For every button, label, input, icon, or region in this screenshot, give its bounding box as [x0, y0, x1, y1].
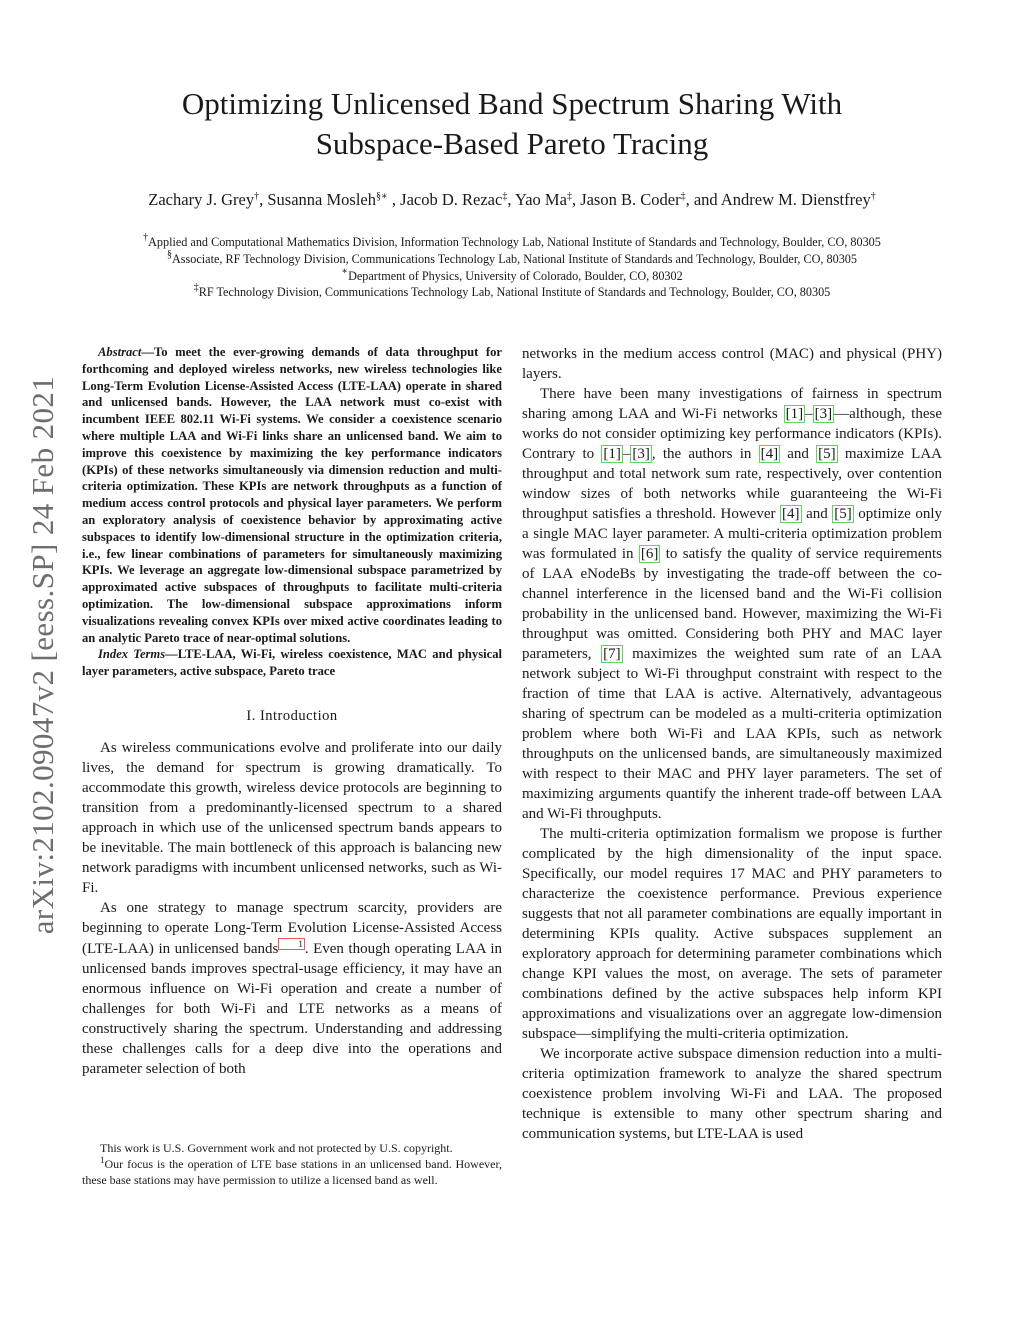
author-name: Susanna Mosleh: [267, 190, 376, 209]
title-line-2: Subspace-Based Pareto Tracing: [315, 126, 709, 161]
author-mark: ‡: [502, 191, 508, 202]
author-separator: ,: [259, 190, 268, 209]
body-paragraph: The multi-criteria optimization formalism we propose is further complicated by the high dimensionality of the input space. Specifically, our model requires 17 MAC and PHY parameters to characterize the coexistence performance. Previous experience suggests that not all parameter combinations are equally important in determining KPIs quality. Active subspaces supplement an exploratory approach for determining parameter combinations which change KPI values the most, on average. The sets of parameter combinations defined by the active subspaces help inform KPI approximations and visualizations over an aggregate low-dimension subspace—simplifying the multi-criteria optimization.: [522, 826, 942, 1042]
body-paragraph: As wireless communications evolve and proliferate into our daily lives, the demand for spectrum is growing dramatically. To accommodate this growth, wireless device protocols are beginning to transition from a predominantly-licensed spectrum to a shared approach in which use of the unlicensed spectrum bands appears to be inevitable. The main bottleneck of this approach is balancing new network paradigms with incumbent unlicensed networks, such as Wi-Fi.: [82, 739, 502, 896]
affiliation-mark: ‡: [193, 282, 199, 294]
footnotes: [82, 1140, 502, 1188]
affiliation-line: [60, 248, 964, 268]
affiliation-line: [60, 284, 964, 301]
paragraph-text: maximize LAA throughput and total network sum rate, respectively, over contention window sizes of both networks while guaranteeing the Wi-Fi throughput satisfies a threshold. However: [522, 446, 942, 522]
paragraph-text: —although, these works do not consider optimizing key performance indicators (KPIs). Contrary to: [522, 406, 942, 462]
index-terms-paragraph: Index Terms—LTE-LAA, Wi-Fi, wireless coexistence, MAC and physical layer parameters, active subspace, Pareto trace: [82, 647, 502, 679]
affiliation-text: Department of Physics, University of Colorado, Boulder, CO, 80302: [348, 268, 683, 283]
body-paragraph: We incorporate active subspace dimension reduction into a multi-criteria optimization framework to analyze the shared spectrum coexistence problem involving Wi-Fi and LAA. The proposed technique is extensible to many other spectrum sharing and communication systems, but LTE-LAA is used: [522, 1046, 942, 1142]
affiliation-mark: §: [166, 248, 172, 260]
citation-link[interactable]: [4]: [760, 446, 779, 462]
affiliation-line: [60, 234, 964, 251]
author-name: Yao Ma: [514, 190, 567, 209]
author-mark: †: [870, 191, 876, 202]
section-heading-introduction: I. Introduction: [246, 707, 338, 724]
author-list: [60, 189, 964, 211]
citation-link[interactable]: [5]: [818, 446, 836, 462]
paragraph-text: and: [801, 506, 833, 522]
abstract-label: Abstract: [98, 345, 142, 359]
author-separator: , and: [685, 190, 721, 209]
paper-title: [100, 84, 924, 164]
paragraph-text: optimize only a single MAC layer parameter. A multi-criteria optimization problem was formulated in: [522, 506, 942, 562]
author-name: Zachary J. Grey: [148, 190, 255, 209]
footnote-mark: 1: [100, 1155, 105, 1165]
affiliation-list: [60, 234, 964, 301]
footnote-text: Our focus is the operation of LTE base stations in an unlicensed band. However, these base stations may have permission to utilize a licensed band as well.: [82, 1157, 502, 1187]
paragraph-text: maximizes the weighted sum rate of an LAA network subject to Wi-Fi throughput constraint with respect to the fraction of time that LAA is active. Alternatively, advantageous sharing of spectrum can be modeled as a multi-criteria optimization problem where both Wi-Fi and LAA KPIs, such as network throughputs on the unlicensed bands, are simultaneously maximized with respect to their MAC and PHY layer parameters. The set of maximizing arguments quantify the inherent trade-off between LAA and Wi-Fi throughputs.: [522, 646, 942, 822]
paragraph-text: As one strategy to manage spectrum scarcity, providers are beginning to operate Long-Term Evolution License-Assisted Access (LTE-LAA) in unlicensed bands: [82, 899, 502, 957]
citation-link[interactable]: [1]: [785, 406, 804, 422]
right-column: [522, 344, 942, 1144]
title-line-1: Optimizing Unlicensed Band Spectrum Sharing With: [181, 86, 843, 121]
footnote-1: [82, 1156, 502, 1188]
author-mark: ‡: [566, 191, 572, 202]
index-terms-label: Index Terms: [98, 647, 166, 662]
paragraph-text: to satisfy the quality of service requirements of LAA eNodeBs by investigating the trade-off between the co-channel interference in the licensed band and the Wi-Fi collision probability in the unlicensed band. However, maximizing the Wi-Fi throughput was omitted. Considering both PHY and MAC layer parameters,: [522, 546, 942, 662]
paragraph-text: and: [780, 446, 817, 462]
index-terms-text: LTE-LAA, Wi-Fi, wireless coexistence, MAC and physical layer parameters, active subspace, Pareto trace: [82, 647, 502, 679]
abstract-paragraph: Abstract—To meet the ever-growing demands of data throughput for forthcoming and deployed wireless networks, new wireless technologies like Long-Term Evolution License-Assisted Access (LTE-LAA) operate in shared and unlicensed bands. However, the LAA network must co-exist with incumbent IEEE 802.11 Wi-Fi systems. We consider a coexistence scenario where multiple LAA and Wi-Fi links share an unlicensed band. We aim to improve this coexistence by maximizing the key performance indicators (KPIs) of these networks simultaneously via dimension reduction and multi-criteria optimization. These KPIs are network throughputs as a function of medium access control protocols and physical layer parameters. We perform an exploratory analysis of coexistence behavior by approximating active subspaces to identify low-dimensional structure in the optimization criteria, i.e., few linear combinations of parameters for simultaneously maximizing KPIs. We leverage an aggregate low-dimensional subspace parametrized by approximated active subspaces of throughputs to facilitate multi-criteria optimization. The low-dimensional subspace approximations inform visualizations revealing convex KPIs over mixed active coordinates leading to an analytic Pareto trace of near-optimal solutions.: [82, 345, 502, 645]
affiliation-text: Associate, RF Technology Division, Communications Technology Lab, National Institute of Standards and Technology, Boulder, CO, 80305: [171, 251, 857, 266]
paragraph-text: . Even though operating LAA in unlicensed bands improves spectral-usage efficiency, it may have an enormous influence on Wi-Fi operation and create a number of challenges for both Wi-Fi and LTE networks as a means of constructively sharing the spectrum. Understanding and addressing these challenges calls for a deep dive into the operations and parameter selection of both: [82, 940, 502, 1077]
paragraph-text: –: [805, 406, 813, 422]
author-mark: ‡: [680, 191, 686, 202]
citation-link[interactable]: [3]: [814, 406, 833, 422]
affiliation-text: RF Technology Division, Communications Technology Lab, National Institute of Standards and Technology, Boulder, CO, 80305: [198, 285, 831, 300]
citation-link[interactable]: [6]: [640, 546, 659, 562]
author-separator: ,: [571, 190, 581, 209]
author-separator: ,: [507, 190, 515, 209]
author-name: Jacob D. Rezac: [400, 190, 503, 209]
abstract-text: To meet the ever-growing demands of data throughput for forthcoming and deployed wireless networks, new wireless technologies like Long-Term Evolution License-Assisted Access (LTE-LAA) operate in shared and unlicensed bands. However, the LAA network must co-exist with incumbent IEEE 802.11 Wi-Fi systems. We consider a coexistence scenario where multiple LAA and Wi-Fi links share an unlicensed band. We aim to improve this coexistence by maximizing the key performance indicators (KPIs) of these networks simultaneously via dimension reduction and multi-criteria optimization. These KPIs are network throughputs as a function of medium access control protocols and physical layer parameters. We perform an exploratory analysis of coexistence behavior by approximating active subspaces to identify low-dimensional structure in the optimization criteria, i.e., few linear combinations of parameters for simultaneously maximizing KPIs. We leverage an aggregate low-dimensional subspace parametrized by approximated active subspaces of throughputs to facilitate multi-criteria optimization. The low-dimensional subspace approximations inform visualizations revealing convex KPIs over mixed active coordinates leading to an analytic Pareto trace of near-optimal solutions.: [82, 345, 502, 645]
arxiv-identifier-stamp: [18, 350, 68, 960]
arxiv-stamp-text: arXiv:2102.09047v2 [eess.SP] 24 Feb 2021: [25, 375, 60, 935]
author-mark: §∗: [375, 191, 388, 202]
body-paragraph: networks in the medium access control (MAC) and physical (PHY) layers.: [522, 346, 942, 382]
citation-link[interactable]: [5]: [834, 506, 852, 522]
citation-link[interactable]: [4]: [782, 506, 800, 522]
citation-link[interactable]: [3]: [632, 446, 650, 462]
affiliation-mark: ∗: [341, 265, 349, 277]
left-column: [82, 344, 502, 1079]
affiliation-mark: †: [143, 232, 149, 243]
author-name: Jason B. Coder: [580, 190, 681, 209]
citation-link[interactable]: [7]: [603, 646, 621, 662]
citation-link[interactable]: [1]: [603, 446, 621, 462]
paragraph-text: There have been many investigations of fairness in spectrum sharing among LAA and Wi-Fi networks: [522, 386, 942, 422]
footnote-link[interactable]: 1: [278, 938, 305, 950]
author-mark: †: [254, 191, 260, 202]
body-paragraph: [522, 384, 942, 824]
body-paragraph: [82, 898, 502, 1079]
footnote-copyright: This work is U.S. Government work and not protected by U.S. copyright.: [100, 1141, 453, 1155]
abstract-block: [82, 344, 502, 680]
paragraph-text: –: [622, 446, 631, 462]
author-separator: ,: [387, 190, 401, 209]
affiliation-text: Applied and Computational Mathematics Division, Information Technology Lab, National Institute of Standards and Technology, Boulder, CO, 80305: [148, 235, 881, 249]
author-name: Andrew M. Dienstfrey: [720, 190, 871, 209]
paragraph-text: , the authors in: [651, 446, 759, 462]
